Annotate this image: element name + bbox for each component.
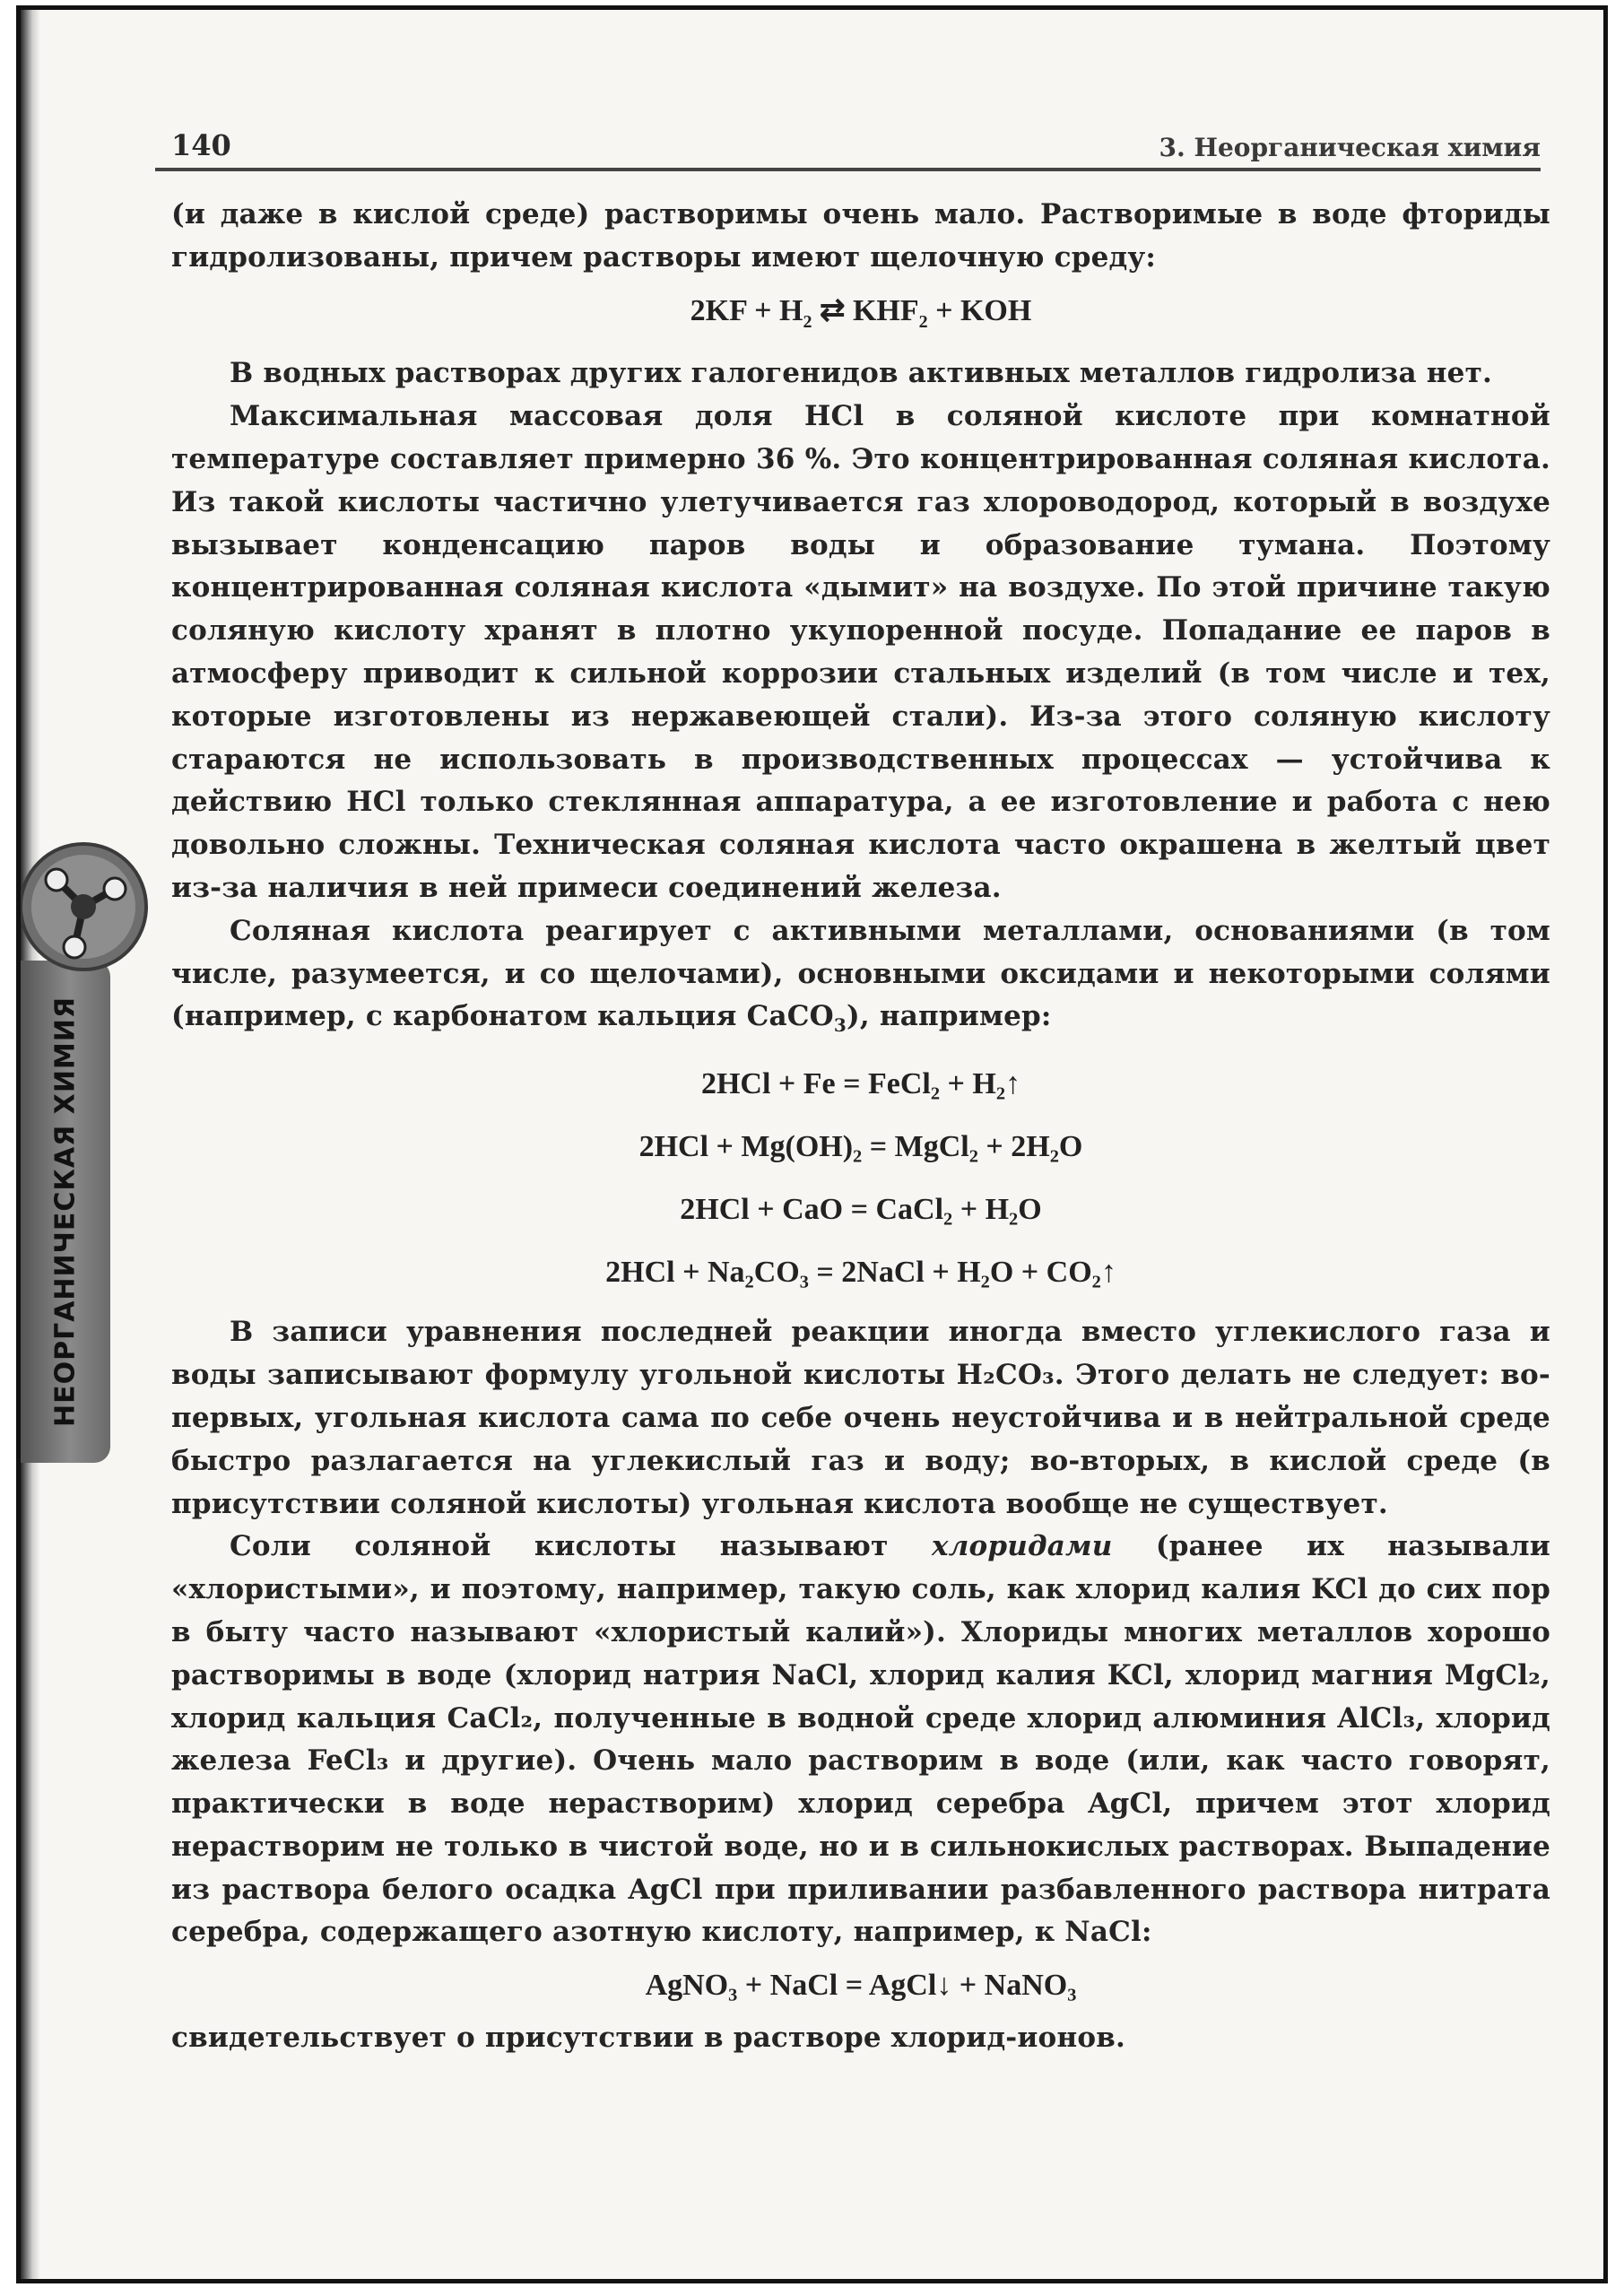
equation-kf-hydrolysis: $2KF + H_2$ ⇄ $KHF_2$ + KOH: [690, 293, 1032, 332]
equation-hcl-fe: 2HCl + Fe = FeCl₂ + H₂↑: [700, 1067, 1021, 1101]
header-rule: [155, 168, 1541, 171]
paragraph-chlorides: Соли соляной кислоты называют хлоридами (ранее их называли «хлористыми», и поэтому, например, такую соль, как хлорид калия KCl до сих пор в быту часто называют «хлористый калий»). Хлориды многих металлов хорошо растворимы в воде (хлорид натрия NaCl, хлорид калия KCl, хлорид магния MgCl₂, хлорид кальция CaCl₂, полученные в водной среде хлорид алюминия AlCl₃, хлорид железа FeCl₃ и другие). Очень мало растворим в воде (или, как часто говорят, практически в воде нерастворим) хлорид серебра AgCl, причем этот хлорид нерастворим не только в чистой воде, но и в сильнокислых растворах. Выпадение из раствора белого осадка AgCl при приливании разбавленного раствора нитрата серебра, содержащего азотную кислоту, например, к NaCl:: [171, 1530, 1550, 1949]
paragraph-chloride-test: свидетельствует о присутствии в растворе хлорид-ионов.: [171, 2022, 1125, 2055]
equation-agno3-nacl: AgNO₃ + NaCl = AgCl↓ + NaNO₃: [645, 1969, 1077, 2003]
running-head: [155, 125, 1541, 171]
paragraph-no-hydrolysis: В водных растворах других галогенидов активных металлов гидролиза нет.: [230, 357, 1493, 390]
molecule-icon: [21, 835, 155, 996]
paragraph-carbonic-acid: В записи уравнения последней реакции иногда вместо углекислого газа и воды записывают формулу угольной кислоты H₂CO₃. Этого делать не следует: во-первых, угольная кислота сама по себе очень неустойчива и в нейтральной среде быстро разлагается на углекислый газ и воду; во-вторых, в кислой среде (в присутствии соляной кислоты) угольная кислота вообще не существует.: [171, 1316, 1550, 1520]
equation-hcl-mgoh2: 2HCl + Mg(OH)₂ = MgCl₂ + 2H₂O: [638, 1130, 1083, 1164]
paragraph-concentrated-hcl: Максимальная массовая доля HCl в соляной кислоте при комнатной температуре составляет примерно 36 %. Это концентрированная соляная кислота. Из такой кислоты частично улетучивается газ хлороводород, который в воздухе вызывает конденсацию паров воды и образование тумана. Поэтому концентрированная соляная кислота «дымит» на воздухе. По этой причине такую соляную кислоту хранят в плотно укупоренной посуде. Попадание ее паров в атмосферу приводит к сильной коррозии стальных изделий (в том числе и тех, которые изготовлены из нержавеющей стали). Из-за этого соляную кислоту стараются не использовать в производственных процессах — устойчива к действию HCl только стеклянная аппаратура, а ее изготовление и работа с нею довольно сложны. Техническая соляная кислота часто окрашена в желтый цвет из-за наличия в ней примеси соединений железа.: [171, 400, 1550, 904]
page-body: [171, 194, 1550, 2060]
equation-group-hcl: [171, 1053, 1550, 1304]
chapter-title: 3. Неорганическая химия: [1159, 133, 1541, 162]
paragraph-hcl-reactions: Соляная кислота реагирует с активными металлами, основаниями (в том числе, разумеется, и со щелочами), основными оксидами и некоторыми солями (например, с карбонатом кальция CaCO$_3$), например:: [171, 914, 1550, 1037]
term-chlorides: хлоридами: [931, 1530, 1113, 1563]
paragraph-fluorides: (и даже в кислой среде) растворимы очень мало. Растворимые в воде фториды гидролизованы, причем растворы имеют щелочную среду:: [171, 198, 1550, 274]
side-tab-label: НЕОРГАНИЧЕСКАЯ ХИМИЯ: [49, 996, 82, 1427]
book-page: [16, 5, 1608, 2283]
equation-hcl-na2co3: 2HCl + Na₂CO₃ = 2NaCl + H₂O + CO₂↑: [605, 1256, 1116, 1290]
equation-hcl-cao: 2HCl + CaO = CaCl₂ + H₂O: [680, 1193, 1042, 1227]
page-number: 140: [171, 128, 231, 162]
